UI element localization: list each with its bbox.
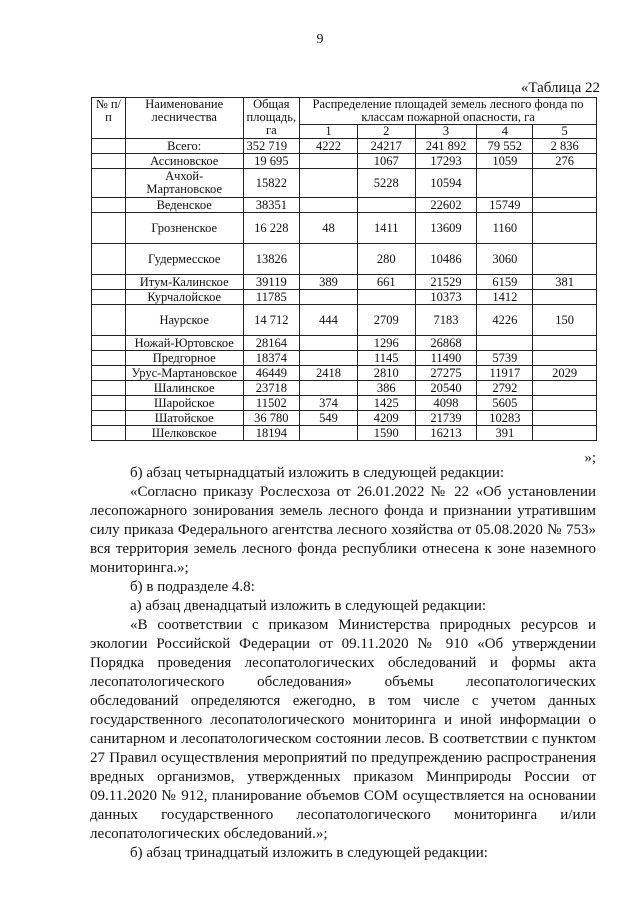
row-num — [92, 213, 126, 244]
row-class-4: 1059 — [477, 154, 533, 169]
row-name: Ачхой-Мартановское — [125, 169, 243, 198]
row-class-2: 24217 — [357, 139, 415, 154]
header-class-5: 5 — [533, 125, 597, 139]
table-row — [92, 213, 597, 244]
row-class-3: 22602 — [415, 198, 477, 213]
row-class-1: 4222 — [300, 139, 358, 154]
page-number: 9 — [316, 32, 324, 47]
row-num — [92, 366, 126, 381]
row-class-2 — [357, 198, 415, 213]
table-row — [92, 381, 597, 396]
row-area: 16 228 — [243, 213, 300, 244]
header-class-2: 2 — [357, 125, 415, 139]
row-class-4: 3060 — [477, 244, 533, 275]
row-name: Шалинское — [125, 381, 243, 396]
table-row — [92, 351, 597, 366]
row-class-2: 1590 — [357, 426, 415, 441]
row-class-2: 386 — [357, 381, 415, 396]
row-class-3: 16213 — [415, 426, 477, 441]
row-area: 11785 — [243, 290, 300, 305]
row-class-5 — [533, 244, 597, 275]
paragraph: б) абзац четырнадцатый изложить в следующей редакции: — [130, 465, 505, 481]
paragraph: б) абзац тринадцатый изложить в следующей редакции: — [130, 845, 488, 861]
header-name: Наименование лесничества — [125, 98, 243, 139]
row-num — [92, 426, 126, 441]
row-class-3: 27275 — [415, 366, 477, 381]
row-class-5 — [533, 396, 597, 411]
row-class-4: 11917 — [477, 366, 533, 381]
row-class-1 — [300, 426, 358, 441]
row-num — [92, 305, 126, 336]
row-class-3: 21529 — [415, 275, 477, 290]
row-name: Наурское — [125, 305, 243, 336]
row-class-2: 661 — [357, 275, 415, 290]
row-name: Курчалойское — [125, 290, 243, 305]
table-row — [92, 366, 597, 381]
row-class-2: 4209 — [357, 411, 415, 426]
row-area: 18194 — [243, 426, 300, 441]
header-num: № п/п — [92, 98, 126, 139]
row-name: Шатойское — [125, 411, 243, 426]
row-class-5: 2029 — [533, 366, 597, 381]
row-area: 19 695 — [243, 154, 300, 169]
row-name: Ножай-Юртовское — [125, 336, 243, 351]
row-class-2: 1411 — [357, 213, 415, 244]
row-class-4: 5605 — [477, 396, 533, 411]
forest-fire-class-table — [91, 97, 597, 441]
row-class-4: 6159 — [477, 275, 533, 290]
row-name: Всего: — [125, 139, 243, 154]
table-end-mark: »; — [584, 450, 596, 466]
row-name: Предгорное — [125, 351, 243, 366]
row-class-2: 280 — [357, 244, 415, 275]
row-name: Веденское — [125, 198, 243, 213]
row-class-2: 1425 — [357, 396, 415, 411]
row-class-2 — [357, 290, 415, 305]
row-name: Шаройское — [125, 396, 243, 411]
paragraph: а) абзац двенадцатый изложить в следующей редакции: — [130, 598, 487, 614]
row-class-1: 374 — [300, 396, 358, 411]
row-class-5: 381 — [533, 275, 597, 290]
row-area: 46449 — [243, 366, 300, 381]
row-class-2: 1145 — [357, 351, 415, 366]
row-class-5 — [533, 336, 597, 351]
row-area: 18374 — [243, 351, 300, 366]
row-class-1 — [300, 198, 358, 213]
row-class-3: 21739 — [415, 411, 477, 426]
row-name: Грозненское — [125, 213, 243, 244]
paragraph: б) в подразделе 4.8: — [130, 579, 255, 595]
row-num — [92, 154, 126, 169]
row-class-3: 26868 — [415, 336, 477, 351]
row-num — [92, 396, 126, 411]
row-num — [92, 169, 126, 198]
table-row — [92, 275, 597, 290]
table-caption: «Таблица 22 — [520, 80, 600, 96]
table-row — [92, 139, 597, 154]
row-class-3: 10373 — [415, 290, 477, 305]
row-class-1: 444 — [300, 305, 358, 336]
row-class-1 — [300, 351, 358, 366]
header-distribution: Распределение площадей земель лесного фонда по классам пожарной опасности, га — [300, 98, 597, 125]
row-class-5 — [533, 290, 597, 305]
row-class-1: 48 — [300, 213, 358, 244]
row-num — [92, 139, 126, 154]
row-class-3: 10486 — [415, 244, 477, 275]
row-area: 352 719 — [243, 139, 300, 154]
row-class-1: 389 — [300, 275, 358, 290]
row-name: Ассиновское — [125, 154, 243, 169]
row-area: 36 780 — [243, 411, 300, 426]
paragraph: «В соответствии с приказом Министерства природных ресурсов и экологии Российской Федерации от 09.11.2020 № 910 «Об утверждении Порядка проведения лесопатологических обследований и формы акта лесопатологического обследования» объемы лесопатологических обследований определяются ежегодно, в том числе с учетом данных государственного лесопатологического мониторинга и иной информации о санитарном и лесопатологическом состоянии лесов. В соответствии с пунктом 27 Правил осуществления мероприятий по предупреждению распространения вредных организмов, утвержденных приказом Минприроды России от 09.11.2020 № 912, планирование объемов СОМ осуществляется на основании данных государственного лесопатологического мониторинга и/или лесопатологических обследований.»; — [90, 617, 596, 842]
row-class-4: 10283 — [477, 411, 533, 426]
row-num — [92, 336, 126, 351]
row-area: 28164 — [243, 336, 300, 351]
table-row — [92, 336, 597, 351]
row-class-1 — [300, 244, 358, 275]
row-class-5 — [533, 213, 597, 244]
table-row — [92, 169, 597, 198]
row-class-5 — [533, 351, 597, 366]
header-class-4: 4 — [477, 125, 533, 139]
row-class-4: 2792 — [477, 381, 533, 396]
row-num — [92, 351, 126, 366]
table-row — [92, 154, 597, 169]
row-class-3: 13609 — [415, 213, 477, 244]
row-num — [92, 290, 126, 305]
row-class-1 — [300, 290, 358, 305]
row-class-1 — [300, 381, 358, 396]
row-area: 14 712 — [243, 305, 300, 336]
paragraph: «Согласно приказу Рослесхоза от 26.01.2022 № 22 «Об установлении лесопожарного зонирования земель лесного фонда и признании утратившим силу приказа Федерального агентства лесного хозяйства от 05.08.2020 № 753» вся территория земель лесного фонда республики отнесена к зоне наземного мониторинга.»; — [90, 484, 596, 576]
row-class-4: 4226 — [477, 305, 533, 336]
row-class-3: 241 892 — [415, 139, 477, 154]
row-area: 39119 — [243, 275, 300, 290]
row-class-1: 549 — [300, 411, 358, 426]
row-class-2: 2810 — [357, 366, 415, 381]
table-row — [92, 305, 597, 336]
row-class-5 — [533, 381, 597, 396]
table-row — [92, 411, 597, 426]
table-row — [92, 290, 597, 305]
row-class-5: 2 836 — [533, 139, 597, 154]
row-area: 38351 — [243, 198, 300, 213]
row-class-4: 5739 — [477, 351, 533, 366]
table-row — [92, 198, 597, 213]
row-class-4: 1412 — [477, 290, 533, 305]
row-num — [92, 275, 126, 290]
row-num — [92, 244, 126, 275]
row-class-5 — [533, 426, 597, 441]
table-row — [92, 244, 597, 275]
row-class-2: 1067 — [357, 154, 415, 169]
header-class-1: 1 — [300, 125, 358, 139]
row-class-5 — [533, 411, 597, 426]
row-class-4 — [477, 169, 533, 198]
row-class-5: 276 — [533, 154, 597, 169]
row-class-5 — [533, 169, 597, 198]
row-num — [92, 411, 126, 426]
body-text — [90, 464, 596, 863]
table-row — [92, 426, 597, 441]
row-class-3: 20540 — [415, 381, 477, 396]
row-class-3: 11490 — [415, 351, 477, 366]
row-name: Шелковское — [125, 426, 243, 441]
row-name: Итум-Калинское — [125, 275, 243, 290]
row-class-4: 1160 — [477, 213, 533, 244]
row-class-1 — [300, 336, 358, 351]
row-class-1 — [300, 154, 358, 169]
row-class-3: 10594 — [415, 169, 477, 198]
row-class-5: 150 — [533, 305, 597, 336]
row-class-1: 2418 — [300, 366, 358, 381]
row-area: 23718 — [243, 381, 300, 396]
row-area: 15822 — [243, 169, 300, 198]
row-class-3: 4098 — [415, 396, 477, 411]
table-row — [92, 396, 597, 411]
row-name: Урус-Мартановское — [125, 366, 243, 381]
row-class-4: 15749 — [477, 198, 533, 213]
row-class-2: 1296 — [357, 336, 415, 351]
header-class-3: 3 — [415, 125, 477, 139]
row-class-4: 391 — [477, 426, 533, 441]
header-area: Общая площадь, га — [243, 98, 300, 139]
row-class-2: 5228 — [357, 169, 415, 198]
row-class-3: 7183 — [415, 305, 477, 336]
row-num — [92, 381, 126, 396]
row-class-4: 79 552 — [477, 139, 533, 154]
row-class-1 — [300, 169, 358, 198]
row-num — [92, 198, 126, 213]
row-area: 13826 — [243, 244, 300, 275]
row-name: Гудермесское — [125, 244, 243, 275]
row-class-3: 17293 — [415, 154, 477, 169]
row-class-2: 2709 — [357, 305, 415, 336]
row-class-4 — [477, 336, 533, 351]
row-area: 11502 — [243, 396, 300, 411]
row-class-5 — [533, 198, 597, 213]
